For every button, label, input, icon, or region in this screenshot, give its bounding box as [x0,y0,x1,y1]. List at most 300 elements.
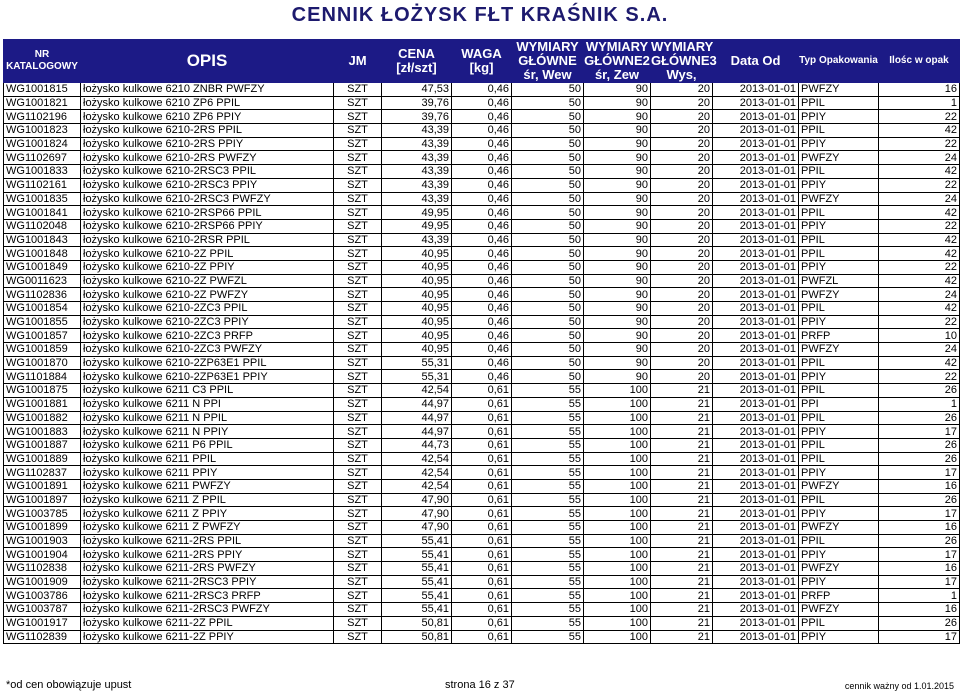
cell-weight: 0,61 [452,466,512,480]
cell-package-type: PPIL [799,247,879,261]
cell-date-from: 2013-01-01 [713,110,799,124]
table-row [4,589,960,603]
cell-dim-height: 20 [651,165,713,179]
cell-dim-inner: 55 [512,616,584,630]
cell-dim-inner: 50 [512,83,584,97]
cell-dim-inner: 55 [512,493,584,507]
cell-dim-inner: 55 [512,384,584,398]
cell-description: łożysko kulkowe 6210-2RSC3 PPIY [81,178,334,192]
cell-description: łożysko kulkowe 6210-2ZC3 PPIL [81,302,334,316]
cell-catalog-number: WG1001824 [4,137,81,151]
cell-date-from: 2013-01-01 [713,466,799,480]
header-date-from: Data Od [713,40,799,83]
cell-unit: SZT [334,370,382,384]
cell-package-qty: 22 [879,110,960,124]
cell-date-from: 2013-01-01 [713,96,799,110]
cell-weight: 0,46 [452,343,512,357]
table-row [4,151,960,165]
cell-package-type: PPIY [799,178,879,192]
cell-unit: SZT [334,110,382,124]
cell-unit: SZT [334,589,382,603]
cell-dim-height: 21 [651,562,713,576]
cell-dim-height: 20 [651,151,713,165]
cell-unit: SZT [334,438,382,452]
cell-package-qty: 1 [879,96,960,110]
cell-weight: 0,46 [452,110,512,124]
cell-dim-height: 20 [651,370,713,384]
cell-dim-inner: 55 [512,630,584,644]
cell-date-from: 2013-01-01 [713,534,799,548]
cell-weight: 0,46 [452,302,512,316]
cell-weight: 0,61 [452,534,512,548]
cell-dim-height: 20 [651,247,713,261]
cell-package-type: PPIY [799,110,879,124]
cell-dim-inner: 50 [512,260,584,274]
cell-description: łożysko kulkowe 6210-2RSP66 PPIL [81,206,334,220]
cell-description: łożysko kulkowe 6210-2ZP63E1 PPIY [81,370,334,384]
cell-package-type: PWFZY [799,603,879,617]
cell-price: 42,54 [382,466,452,480]
cell-dim-inner: 50 [512,274,584,288]
cell-dim-inner: 50 [512,178,584,192]
cell-package-type: PWFZY [799,192,879,206]
cell-package-type: PPIY [799,219,879,233]
cell-package-qty: 1 [879,397,960,411]
cell-dim-inner: 55 [512,589,584,603]
cell-price: 55,41 [382,603,452,617]
cell-package-type: PWFZY [799,288,879,302]
cell-dim-inner: 55 [512,521,584,535]
cell-dim-outer: 100 [584,411,651,425]
cell-package-qty: 16 [879,83,960,97]
cell-date-from: 2013-01-01 [713,206,799,220]
table-row [4,96,960,110]
cell-price: 39,76 [382,96,452,110]
cell-description: łożysko kulkowe 6211 N PPI [81,397,334,411]
cell-dim-height: 20 [651,206,713,220]
cell-unit: SZT [334,603,382,617]
cell-dim-height: 21 [651,575,713,589]
cell-dim-outer: 100 [584,616,651,630]
cell-dim-height: 20 [651,302,713,316]
cell-price: 43,39 [382,178,452,192]
cell-weight: 0,46 [452,83,512,97]
cell-unit: SZT [334,178,382,192]
cell-date-from: 2013-01-01 [713,370,799,384]
cell-package-type: PPIY [799,370,879,384]
cell-price: 44,73 [382,438,452,452]
cell-unit: SZT [334,329,382,343]
cell-weight: 0,46 [452,219,512,233]
cell-description: łożysko kulkowe 6211 N PPIL [81,411,334,425]
cell-description: łożysko kulkowe 6211-2Z PPIY [81,630,334,644]
cell-package-type: PPIY [799,548,879,562]
cell-unit: SZT [334,247,382,261]
cell-unit: SZT [334,260,382,274]
cell-dim-inner: 50 [512,137,584,151]
cell-price: 40,95 [382,260,452,274]
cell-description: łożysko kulkowe 6211 C3 PPIL [81,384,334,398]
cell-catalog-number: WG1001857 [4,329,81,343]
cell-dim-outer: 100 [584,575,651,589]
cell-package-qty: 42 [879,356,960,370]
cell-description: łożysko kulkowe 6211 Z PPIL [81,493,334,507]
cell-dim-outer: 90 [584,233,651,247]
cell-dim-inner: 55 [512,452,584,466]
cell-dim-outer: 100 [584,603,651,617]
cell-dim-height: 20 [651,192,713,206]
cell-catalog-number: WG1001875 [4,384,81,398]
cell-date-from: 2013-01-01 [713,562,799,576]
table-row [4,438,960,452]
table-header-row [4,40,960,83]
cell-unit: SZT [334,315,382,329]
cell-price: 43,39 [382,233,452,247]
header-price: CENA [zł/szt] [382,40,452,83]
cell-catalog-number: WG1001881 [4,397,81,411]
table-row [4,534,960,548]
cell-dim-outer: 100 [584,493,651,507]
cell-dim-outer: 100 [584,507,651,521]
cell-weight: 0,61 [452,438,512,452]
cell-dim-outer: 90 [584,302,651,316]
cell-unit: SZT [334,397,382,411]
cell-package-type: PWFZY [799,562,879,576]
header-package-type: Typ Opakowania [799,40,879,83]
cell-package-type: PWFZY [799,521,879,535]
cell-catalog-number: WG1001897 [4,493,81,507]
cell-date-from: 2013-01-01 [713,329,799,343]
cell-dim-outer: 100 [584,452,651,466]
cell-dim-inner: 50 [512,288,584,302]
cell-package-qty: 42 [879,233,960,247]
cell-package-qty: 24 [879,151,960,165]
cell-unit: SZT [334,356,382,370]
table-body [4,83,960,644]
cell-package-type: PPIY [799,575,879,589]
cell-catalog-number: WG1001841 [4,206,81,220]
cell-weight: 0,46 [452,356,512,370]
cell-unit: SZT [334,616,382,630]
cell-package-qty: 16 [879,562,960,576]
cell-dim-outer: 90 [584,329,651,343]
cell-dim-height: 21 [651,534,713,548]
cell-price: 55,41 [382,575,452,589]
cell-dim-height: 21 [651,411,713,425]
cell-price: 43,39 [382,137,452,151]
cell-dim-outer: 90 [584,83,651,97]
cell-dim-inner: 55 [512,603,584,617]
cell-date-from: 2013-01-01 [713,274,799,288]
cell-catalog-number: WG1003787 [4,603,81,617]
cell-unit: SZT [334,151,382,165]
cell-package-qty: 17 [879,575,960,589]
cell-price: 50,81 [382,630,452,644]
cell-unit: SZT [334,288,382,302]
cell-catalog-number: WG1001917 [4,616,81,630]
cell-dim-height: 20 [651,219,713,233]
cell-package-qty: 22 [879,315,960,329]
cell-price: 43,39 [382,124,452,138]
cell-catalog-number: WG1001821 [4,96,81,110]
cell-dim-inner: 55 [512,548,584,562]
cell-catalog-number: WG1001843 [4,233,81,247]
cell-price: 55,41 [382,562,452,576]
cell-package-qty: 24 [879,343,960,357]
cell-dim-height: 20 [651,110,713,124]
cell-weight: 0,46 [452,165,512,179]
cell-unit: SZT [334,575,382,589]
cell-price: 40,95 [382,315,452,329]
cell-price: 44,97 [382,425,452,439]
cell-weight: 0,61 [452,479,512,493]
cell-package-type: PRFP [799,329,879,343]
cell-dim-outer: 90 [584,110,651,124]
cell-catalog-number: WG1001870 [4,356,81,370]
cell-description: łożysko kulkowe 6210-2RS PWFZY [81,151,334,165]
cell-description: łożysko kulkowe 6210-2ZP63E1 PPIL [81,356,334,370]
table-row [4,548,960,562]
cell-date-from: 2013-01-01 [713,384,799,398]
cell-catalog-number: WG1001889 [4,452,81,466]
cell-price: 42,54 [382,384,452,398]
cell-unit: SZT [334,521,382,535]
cell-date-from: 2013-01-01 [713,124,799,138]
cell-unit: SZT [334,479,382,493]
table-row [4,411,960,425]
cell-unit: SZT [334,630,382,644]
cell-price: 43,39 [382,165,452,179]
cell-dim-inner: 55 [512,575,584,589]
cell-package-qty: 17 [879,548,960,562]
cell-description: łożysko kulkowe 6210-2Z PPIY [81,260,334,274]
cell-package-qty: 42 [879,124,960,138]
cell-dim-height: 21 [651,589,713,603]
cell-date-from: 2013-01-01 [713,137,799,151]
cell-date-from: 2013-01-01 [713,479,799,493]
cell-dim-height: 21 [651,616,713,630]
cell-date-from: 2013-01-01 [713,165,799,179]
cell-dim-outer: 100 [584,384,651,398]
cell-unit: SZT [334,137,382,151]
cell-catalog-number: WG1001904 [4,548,81,562]
cell-dim-height: 21 [651,384,713,398]
cell-dim-inner: 55 [512,397,584,411]
header-description: OPIS [81,40,334,83]
cell-dim-height: 21 [651,603,713,617]
cell-price: 47,90 [382,493,452,507]
cell-description: łożysko kulkowe 6210 ZNBR PWFZY [81,83,334,97]
cell-description: łożysko kulkowe 6211-2RSC3 PWFZY [81,603,334,617]
cell-description: łożysko kulkowe 6210-2RSP66 PPIY [81,219,334,233]
cell-catalog-number: WG1001882 [4,411,81,425]
cell-date-from: 2013-01-01 [713,521,799,535]
cell-catalog-number: WG1102837 [4,466,81,480]
page-title: CENNIK ŁOŻYSK FŁT KRAŚNIK S.A. [291,4,669,26]
cell-description: łożysko kulkowe 6211-2RS PPIY [81,548,334,562]
cell-description: łożysko kulkowe 6210-2Z PWFZL [81,274,334,288]
cell-date-from: 2013-01-01 [713,178,799,192]
cell-weight: 0,46 [452,274,512,288]
cell-weight: 0,61 [452,452,512,466]
cell-date-from: 2013-01-01 [713,630,799,644]
cell-unit: SZT [334,219,382,233]
cell-catalog-number: WG1001903 [4,534,81,548]
cell-description: łożysko kulkowe 6211 P6 PPIL [81,438,334,452]
cell-package-qty: 42 [879,302,960,316]
cell-dim-inner: 55 [512,438,584,452]
cell-weight: 0,61 [452,507,512,521]
table-row [4,452,960,466]
cell-description: łożysko kulkowe 6210-2RS PPIL [81,124,334,138]
cell-unit: SZT [334,96,382,110]
cell-dim-outer: 100 [584,397,651,411]
cell-price: 42,54 [382,479,452,493]
header-dim-inner: WYMIARY GŁÓWNE śr, Wew [512,40,584,83]
cell-description: łożysko kulkowe 6210-2RSR PPIL [81,233,334,247]
cell-package-qty: 1 [879,589,960,603]
cell-weight: 0,61 [452,425,512,439]
cell-description: łożysko kulkowe 6210-2RS PPIY [81,137,334,151]
cell-catalog-number: WG1001815 [4,83,81,97]
cell-dim-outer: 100 [584,534,651,548]
cell-price: 55,41 [382,548,452,562]
cell-weight: 0,61 [452,562,512,576]
cell-dim-height: 21 [651,548,713,562]
cell-package-qty: 26 [879,438,960,452]
cell-package-type: PPIL [799,356,879,370]
table-row [4,343,960,357]
cell-package-qty: 17 [879,425,960,439]
table-row [4,178,960,192]
cell-dim-inner: 50 [512,206,584,220]
cell-package-type: PPIY [799,260,879,274]
cell-dim-height: 21 [651,521,713,535]
cell-weight: 0,61 [452,548,512,562]
cell-catalog-number: WG1001891 [4,479,81,493]
cell-unit: SZT [334,534,382,548]
table-row [4,397,960,411]
table-row [4,466,960,480]
discount-note: *od cen obowiązuje upust [6,679,132,691]
cell-package-type: PWFZY [799,83,879,97]
cell-weight: 0,46 [452,192,512,206]
table-row [4,603,960,617]
cell-unit: SZT [334,452,382,466]
cell-weight: 0,46 [452,151,512,165]
cell-dim-outer: 90 [584,178,651,192]
cell-package-type: PPI [799,397,879,411]
cell-dim-inner: 50 [512,302,584,316]
cell-price: 47,90 [382,521,452,535]
cell-dim-outer: 90 [584,274,651,288]
cell-description: łożysko kulkowe 6211-2RSC3 PRFP [81,589,334,603]
cell-package-qty: 26 [879,384,960,398]
cell-date-from: 2013-01-01 [713,411,799,425]
cell-weight: 0,46 [452,260,512,274]
cell-package-qty: 42 [879,165,960,179]
cell-package-qty: 26 [879,616,960,630]
table-row [4,329,960,343]
cell-package-qty: 42 [879,206,960,220]
validity-note: cennik ważny od 1.01.2015 [844,681,954,691]
cell-dim-inner: 50 [512,165,584,179]
cell-price: 39,76 [382,110,452,124]
cell-dim-inner: 50 [512,192,584,206]
cell-package-qty: 42 [879,247,960,261]
cell-catalog-number: WG1001883 [4,425,81,439]
cell-unit: SZT [334,165,382,179]
cell-catalog-number: WG1003786 [4,589,81,603]
cell-price: 47,90 [382,507,452,521]
cell-package-qty: 17 [879,466,960,480]
cell-catalog-number: WG1001849 [4,260,81,274]
cell-unit: SZT [334,507,382,521]
cell-dim-outer: 100 [584,562,651,576]
cell-dim-height: 21 [651,493,713,507]
cell-package-qty: 22 [879,370,960,384]
cell-unit: SZT [334,192,382,206]
cell-weight: 0,46 [452,370,512,384]
cell-package-type: PPIL [799,206,879,220]
cell-weight: 0,46 [452,233,512,247]
cell-description: łożysko kulkowe 6210-2ZC3 PRFP [81,329,334,343]
cell-price: 40,95 [382,288,452,302]
cell-date-from: 2013-01-01 [713,83,799,97]
cell-dim-inner: 50 [512,110,584,124]
cell-package-type: PPIL [799,534,879,548]
cell-package-qty: 17 [879,630,960,644]
table-row [4,288,960,302]
cell-price: 55,31 [382,356,452,370]
cell-weight: 0,46 [452,178,512,192]
cell-dim-outer: 90 [584,288,651,302]
cell-weight: 0,46 [452,206,512,220]
cell-dim-inner: 50 [512,315,584,329]
cell-date-from: 2013-01-01 [713,452,799,466]
cell-weight: 0,61 [452,575,512,589]
cell-dim-height: 20 [651,178,713,192]
cell-package-qty: 22 [879,219,960,233]
cell-date-from: 2013-01-01 [713,356,799,370]
cell-catalog-number: WG1001848 [4,247,81,261]
table-row [4,384,960,398]
cell-weight: 0,46 [452,96,512,110]
cell-price: 44,97 [382,411,452,425]
cell-price: 49,95 [382,219,452,233]
price-table [3,39,960,644]
cell-price: 43,39 [382,151,452,165]
cell-date-from: 2013-01-01 [713,151,799,165]
cell-price: 42,54 [382,452,452,466]
cell-package-type: PPIL [799,616,879,630]
cell-package-type: PPIL [799,96,879,110]
cell-catalog-number: WG1101884 [4,370,81,384]
cell-dim-inner: 55 [512,479,584,493]
cell-dim-inner: 55 [512,425,584,439]
cell-dim-outer: 90 [584,315,651,329]
cell-description: łożysko kulkowe 6211 PWFZY [81,479,334,493]
table-row [4,575,960,589]
cell-weight: 0,46 [452,247,512,261]
cell-dim-outer: 90 [584,124,651,138]
cell-dim-height: 21 [651,438,713,452]
cell-catalog-number: WG1102836 [4,288,81,302]
cell-dim-inner: 50 [512,329,584,343]
cell-date-from: 2013-01-01 [713,397,799,411]
cell-package-type: PPIL [799,165,879,179]
cell-dim-height: 20 [651,343,713,357]
